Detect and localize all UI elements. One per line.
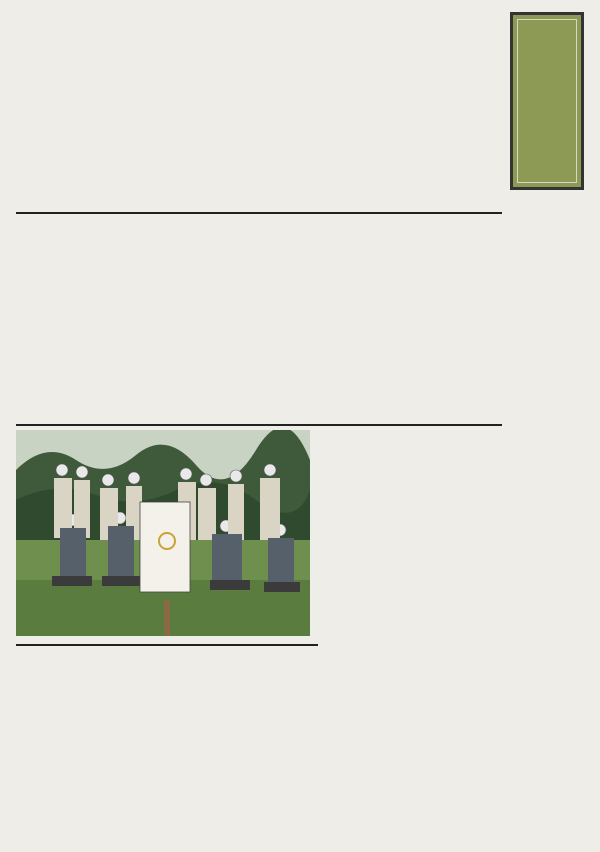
tier-divider-3 <box>16 644 318 646</box>
masthead <box>510 12 584 190</box>
tier-divider-2 <box>16 424 502 426</box>
tree-planting-photo <box>16 430 310 636</box>
rotary-wheel-icon <box>158 532 176 550</box>
tier-divider-1 <box>16 212 502 214</box>
masthead-frame <box>517 19 577 183</box>
